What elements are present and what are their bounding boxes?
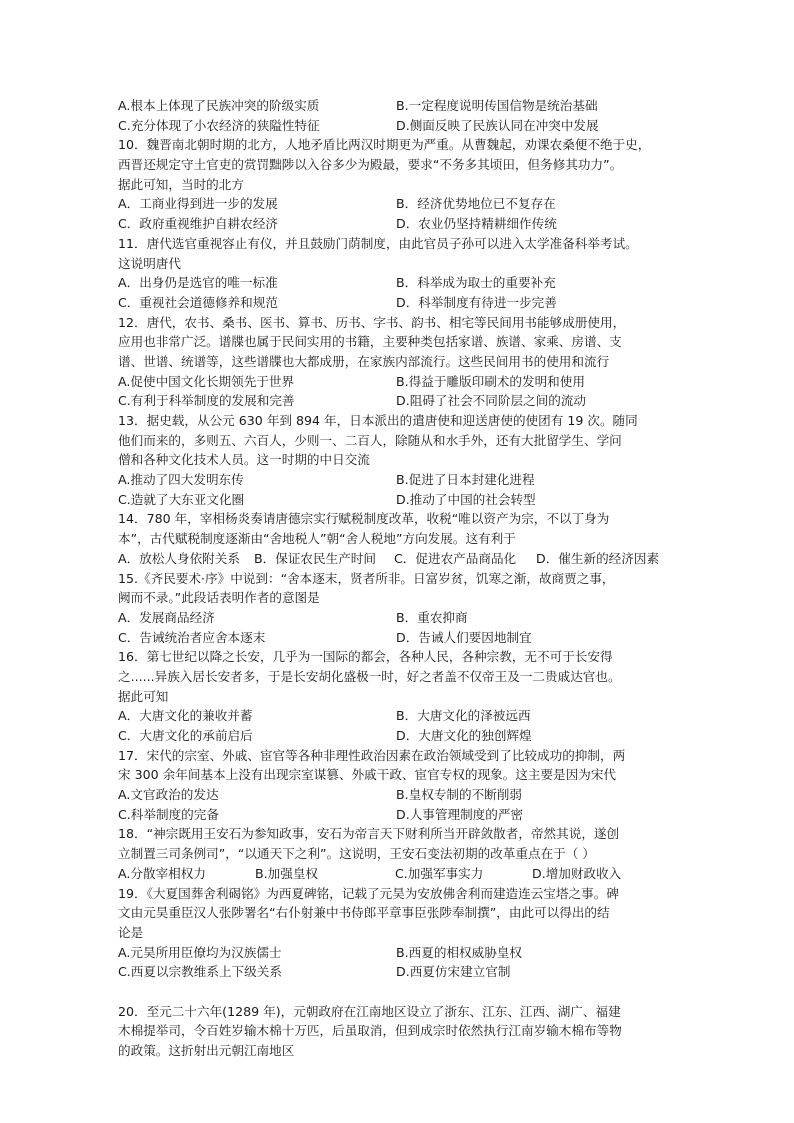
option-a[interactable]: A．工商业得到进一步的发展 (118, 196, 278, 212)
option-a[interactable]: A.文官政治的发达 (118, 787, 219, 803)
question-15-options-row-1 (118, 608, 678, 628)
question-10-options-row-1 (118, 194, 678, 214)
question-13-stem-line: 13．据史载，从公元 630 年到 894 年，日本派出的遣唐使和迎送唐使的使团有 19 次。随同 (118, 413, 638, 428)
option-a[interactable]: A.推动了四大发明东传 (118, 472, 244, 488)
option-b[interactable]: B.皇权专制的不断削弱 (396, 787, 522, 803)
question-10-stem-line: 西晋还规定守土官吏的赏罚黜陟以入谷多少为殿最，要求“不务多其顷田，但务修其功力”。 (118, 157, 623, 173)
option-a[interactable]: A.元昊所用臣僚均为汉族儒士 (118, 944, 282, 960)
option-b[interactable]: B.西夏的相权威胁皇权 (396, 944, 522, 960)
option-b[interactable]: B．大唐文化的泽被远西 (396, 708, 531, 724)
question-13-stem-line: 僧和各种文化技术人员。这一时期的中日交流 (118, 452, 370, 468)
question-16-stem-line: 16．第七世纪以降之长安，几乎为一国际的都会，各种人民，各种宗教，无不可于长安得 (118, 649, 613, 665)
blank-line (118, 982, 678, 1002)
question-12-options-row-2 (118, 391, 678, 411)
option-b[interactable]: B．科举成为取士的重要补充 (396, 275, 556, 291)
option-d[interactable]: D.推动了中国的社会转型 (396, 491, 536, 507)
option-d[interactable]: D．大唐文化的独创辉煌 (396, 728, 532, 743)
question-11-stem-line: 这说明唐代 (118, 255, 181, 271)
question-10-stem-line: 10．魏晋南北朝时期的北方，人地矛盾比两汉时期更为严重。从曹魏起，劝课农桑便不绝于史， (118, 137, 651, 153)
question-16-stem-line: 据此可知 (118, 688, 169, 704)
question-15-stem-line: 阙而不录。”此段话表明作者的意图是 (118, 590, 320, 606)
question-9-options-row-2 (118, 116, 678, 136)
option-c[interactable]: C.充分体现了小农经济的狭隘性特征 (118, 117, 320, 133)
option-a[interactable]: A.根本上体现了民族冲突的阶级实质 (118, 98, 320, 113)
question-12-stem-line: 谱、世谱、统谱等，这些谱牒也大都成册，在家族内部流行。这些民间用书的使用和流行 (118, 353, 610, 369)
option-d[interactable]: D.侧面反映了民族认同在冲突中发展 (396, 117, 599, 133)
question-19-stem-line: 论是 (118, 924, 144, 940)
question-14-stem-line: 本”，古代赋税制度逐渐由“舍地税人”朝“舍人税地”方向发展。这有利于 (118, 531, 516, 547)
option-d[interactable]: D．告诫人们要因地制宜 (396, 629, 532, 645)
question-16-stem-line: 之......异族入居长安者多，于是长安胡化盛极一时，好之者盖不仅帝王及一二贵戚达官也。 (118, 668, 621, 684)
question-10-stem-line: 据此可知，当时的北方 (118, 176, 244, 192)
question-19-stem-line: 文由元昊重臣汉人张陟署名“右仆射兼中书侍郎平章事臣张陟奉制撰”，由此可以得出的结 (118, 905, 610, 921)
question-12-options-row-1 (118, 372, 678, 392)
question-17-stem-line: 17．宋代的宗室、外戚、宦官等各种非理性政治因素在政治领域受到了比较成功的抑制，两 (118, 747, 626, 763)
option-b[interactable]: B.一定程度说明传国信物是统治基础 (396, 98, 598, 113)
option-a[interactable]: A．发展商品经济 (118, 609, 215, 625)
option-d[interactable]: D．农业仍坚持精耕细作传统 (396, 216, 557, 232)
option-d[interactable]: D.阻碍了社会不同阶层之间的流动 (396, 393, 587, 409)
option-c[interactable]: C.造就了大东亚文化圈 (118, 491, 245, 507)
question-15-stem-line: 15.《齐民要术·序》中说到：“舍本逐末，贤者所非。日富岁贫，饥寒之渐，故商贾之事， (118, 570, 615, 586)
option-d[interactable]: D．催生新的经济因素 (536, 550, 660, 566)
question-20-stem-line: 的政策。这折射出元朝江南地区 (118, 1043, 295, 1058)
option-d[interactable]: D．科举制度有待进一步完善 (396, 294, 557, 310)
exam-page (118, 96, 678, 1061)
question-12-stem-line: 12．唐代，农书、桑书、医书、算书、历书、字书、韵书、相宅等民间用书能够成册使用， (118, 314, 626, 330)
question-18-stem-line: 18．“神宗既用王安石为参知政事，安石为帝言天下财利所当开辟敛散者，帝然其说，遂创 (118, 826, 620, 842)
option-a[interactable]: A.分散宰相权力 (118, 865, 206, 881)
question-15-options-row-2 (118, 628, 678, 648)
question-17-options-row-1 (118, 785, 678, 805)
option-d[interactable]: D.西夏仿宋建立官制 (396, 964, 511, 980)
option-c[interactable]: C．告诫统治者应舍本逐末 (118, 629, 266, 645)
option-c[interactable]: C.加强军事实力 (395, 865, 484, 881)
option-c[interactable]: C.科举制度的完备 (118, 806, 219, 822)
question-11-options-row-2 (118, 293, 678, 313)
question-10-options-row-2 (118, 214, 678, 234)
option-a[interactable]: A．大唐文化的兼收并蓄 (118, 708, 253, 724)
question-20-stem-line: 木棉提举司，令百姓岁输木棉十万匹，后虽取消，但到成宗时依然执行江南岁输木棉布等物 (118, 1023, 622, 1039)
option-c[interactable]: C．重视社会道德修养和规范 (118, 294, 278, 310)
option-b[interactable]: B.得益于雕版印刷术的发明和使用 (396, 373, 585, 389)
question-11-options-row-1 (118, 273, 678, 293)
question-12-stem-line: 应用也非常广泛。谱牒也属于民间实用的书籍，主要种类包括家谱、族谱、家乘、房谱、支 (118, 334, 622, 350)
question-19-options-row-1 (118, 943, 678, 963)
option-d[interactable]: D.人事管理制度的严密 (396, 806, 524, 822)
question-16-options-row-1 (118, 706, 678, 726)
question-16-options-row-2 (118, 726, 678, 746)
option-b[interactable]: B.加强皇权 (255, 865, 319, 881)
option-a[interactable]: A.促使中国文化长期领先于世界 (118, 373, 295, 389)
option-b[interactable]: B．重农抑商 (396, 609, 468, 625)
option-c[interactable]: C.有利于科举制度的发展和完善 (118, 393, 295, 409)
question-14-options-row (118, 549, 678, 569)
question-17-stem-line: 宋 300 余年间基本上没有出现宗室谋篡、外戚干政、宦官专权的现象。这主要是因为宋代 (118, 767, 617, 783)
option-c[interactable]: C．政府重视维护自耕农经济 (118, 216, 278, 232)
option-c[interactable]: C．促进农产品商品化 (394, 550, 517, 566)
option-b[interactable]: B.促进了日本封建化进程 (396, 472, 535, 488)
option-c[interactable]: C．大唐文化的承前启后 (118, 728, 253, 743)
question-19-stem-line: 19．《大夏国葬舍利碣铭》为西夏碑铭，记载了元昊为安放佛舍利而建造连云宝塔之事。碑 (118, 885, 619, 901)
question-18-stem-line: 立制置三司条例司”，“以通天下之利”。这说明，王安石变法初期的改革重点在于（ ） (118, 846, 595, 862)
question-14-stem-line: 14．780 年，宰相杨炎奏请唐德宗实行赋税制度改革，收税“唯以资产为宗，不以丁身为 (118, 511, 610, 527)
question-9-options-row-1 (118, 96, 678, 116)
question-19-options-row-2 (118, 962, 678, 982)
question-18-options-row (118, 864, 678, 884)
option-a[interactable]: A．出身仍是选官的唯一标准 (118, 275, 278, 291)
question-13-options-row-2 (118, 490, 678, 510)
question-17-options-row-2 (118, 805, 678, 825)
option-c[interactable]: C.西夏以宗教维系上下级关系 (118, 964, 282, 980)
question-11-stem-line: 11．唐代选官重视容止有仪，并且鼓励门荫制度，由此官员子孙可以进入太学准备科举考试。 (118, 235, 638, 251)
option-a[interactable]: A．放松人身依附关系 (118, 550, 240, 566)
option-b[interactable]: B．经济优势地位已不复存在 (396, 196, 556, 212)
question-13-stem-line: 他们而来的，多则五、六百人，少则一、二百人，除随从和水手外，还有大批留学生、学问 (118, 432, 622, 448)
question-20-stem-line: 20．至元二十六年(1289 年)，元朝政府在江南地区设立了浙东、江东、江西、湖广、福建 (118, 1003, 621, 1019)
option-d[interactable]: D.增加财政收入 (532, 865, 622, 881)
question-13-options-row-1 (118, 470, 678, 490)
option-b[interactable]: B．保证农民生产时间 (254, 550, 376, 566)
